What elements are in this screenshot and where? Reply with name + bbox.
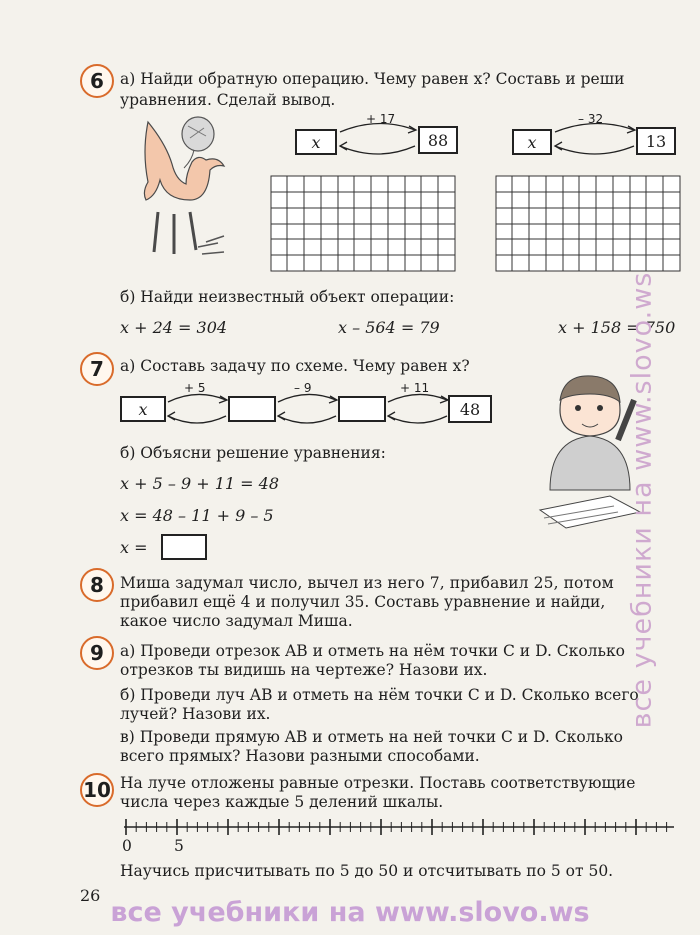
ex8-line1: Миша задумал число, вычел из него 7, прибавил 25, потом [120, 574, 614, 592]
ex6-task-a-line2: уравнения. Сделай вывод. [120, 91, 336, 109]
ex10-line2: числа через каждые 5 делений шкалы. [120, 793, 444, 811]
exercise-10-number: 10 [80, 773, 114, 807]
ex7-chain-op-2: – 9 [294, 381, 312, 395]
scale-label-0: 0 [122, 837, 132, 855]
ex6-diagram1-unknown-box: x [295, 129, 337, 155]
number-ray-scale[interactable] [118, 816, 678, 838]
ex7-chain-result-box: 48 [448, 395, 492, 423]
ex8-line2: прибавил ещё 4 и получил 35. Составь уравнение и найди, [120, 593, 606, 611]
exercise-6-number: 6 [80, 64, 114, 98]
ex7-chain-op-3: + 11 [400, 381, 430, 395]
side-watermark: все учебники на www.slovo.ws [626, 271, 658, 729]
ex7-answer-box[interactable] [161, 534, 207, 560]
ex6-equation-3: x + 158 = 750 [558, 318, 676, 337]
ex8-line3: какое число задумал Миша. [120, 612, 353, 630]
ex7-chain-unknown-box: x [120, 396, 166, 422]
ex6-equation-2: x – 564 = 79 [338, 318, 440, 337]
ex6-diagram2-unknown-box: x [512, 129, 552, 155]
ex9-task-b-line1: б) Проведи луч AB и отметь на нём точки C и D. Сколько всего [120, 686, 639, 704]
ex6-diagram1-operation: + 17 [366, 112, 396, 126]
ex9-task-c-line1: в) Проведи прямую AB и отметь на ней точки C и D. Сколько [120, 728, 623, 746]
ex7-chain-op-1: + 5 [184, 381, 206, 395]
ex6-diagram1-arrows [337, 118, 419, 162]
ex7-task-a: а) Составь задачу по схеме. Чему равен x? [120, 357, 470, 375]
exercise-8-number: 8 [80, 568, 114, 602]
scale-label-5: 5 [174, 837, 184, 855]
ex6-equation-1: x + 24 = 304 [120, 318, 228, 337]
ex6-diagram1-result-box: 88 [418, 126, 458, 154]
fox-illustration [118, 112, 238, 272]
ex9-task-b-line2: лучей? Назови их. [120, 705, 271, 723]
ex6-answer-grid-left[interactable] [270, 175, 458, 273]
ex7-chain-arrows [166, 390, 450, 430]
ex7-equation-3: x = [120, 538, 148, 557]
ex6-diagram2-result-box: 13 [636, 127, 676, 155]
exercise-9-number: 9 [80, 636, 114, 670]
ex6-task-b: б) Найди неизвестный объект операции: [120, 288, 455, 306]
ex9-task-c-line2: всего прямых? Назови разными способами. [120, 747, 480, 765]
ex9-task-a-line2: отрезков ты видишь на чертеже? Назови их. [120, 661, 488, 679]
ex6-task-a-line1: а) Найди обратную операцию. Чему равен x? Составь и реши [120, 70, 625, 88]
ex6-diagram2-operation: – 32 [578, 112, 604, 126]
ex10-line1: На луче отложены равные отрезки. Поставь соответствующие [120, 774, 636, 792]
page-number: 26 [80, 886, 101, 905]
exercise-7-number: 7 [80, 352, 114, 386]
ex7-equation-2: x = 48 – 11 + 9 – 5 [120, 506, 274, 525]
ex7-equation-1: x + 5 – 9 + 11 = 48 [120, 474, 280, 493]
ex7-task-b: б) Объясни решение уравнения: [120, 444, 386, 462]
ex10-line3: Научись присчитывать по 5 до 50 и отсчитывать по 5 от 50. [120, 862, 614, 880]
bottom-watermark: все учебники на www.slovo.ws [110, 897, 590, 928]
ex9-task-a-line1: а) Проведи отрезок AB и отметь на нём точки C и D. Сколько [120, 642, 625, 660]
